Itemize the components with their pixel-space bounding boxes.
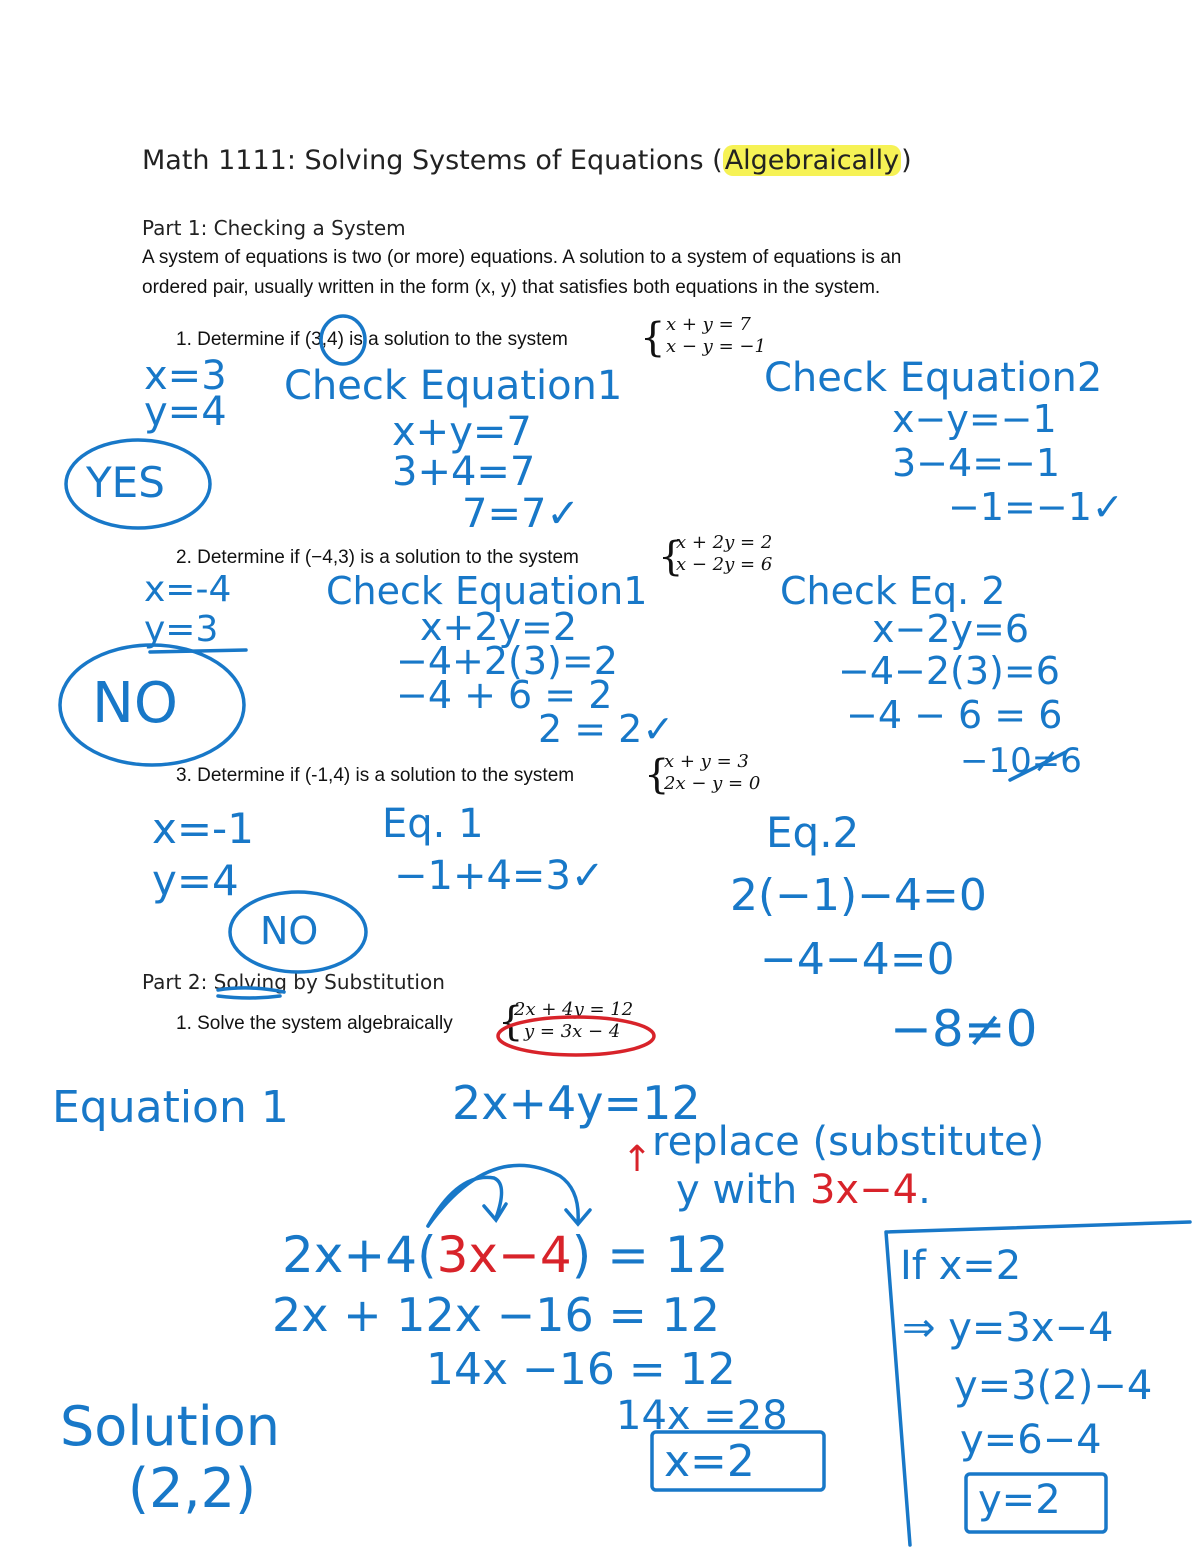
- p2-check1-line3: −4 + 6 = 2: [396, 673, 613, 717]
- p4-if-box: [886, 1222, 1190, 1545]
- p4-eq-label: Equation 1: [52, 1082, 289, 1133]
- p2-check2-line3: −4 − 6 = 6: [846, 693, 1063, 737]
- problem2-eq1: x + 2y = 2: [676, 532, 773, 553]
- p4-solution-value: (2,2): [128, 1457, 257, 1520]
- p2-verdict: NO: [92, 671, 178, 736]
- p1-circle-if: [321, 316, 365, 364]
- p1-check2-line2: 3−4=−1: [892, 441, 1061, 485]
- p2-check2-line4: −10≠6: [960, 741, 1082, 781]
- p4-note-red: 3x−4: [809, 1167, 919, 1213]
- problem3-eq1: x + y = 3: [664, 751, 749, 772]
- title-suffix: ): [901, 145, 912, 176]
- problem2-prompt: 2. Determine if (−4,3) is a solution to the system: [176, 547, 579, 568]
- p3-check2-heading: Eq.2: [766, 808, 860, 857]
- p4-box-line3: y=3(2)−4: [954, 1363, 1153, 1409]
- p2-check1-line1: x+2y=2: [420, 605, 578, 649]
- p4-answer-x-box: [652, 1432, 824, 1490]
- p3-check2-line1: 2(−1)−4=0: [730, 870, 987, 921]
- problem1-prompt: 1. Determine if (3,4) is a solution to the system: [176, 329, 568, 350]
- part1-heading: Part 1: Checking a System: [142, 216, 406, 240]
- part2-problem-prompt: 1. Solve the system algebraically: [176, 1013, 453, 1034]
- problem3-prompt: 3. Determine if (-1,4) is a solution to the system: [176, 765, 575, 786]
- problem1-eq1: x + y = 7: [666, 314, 751, 335]
- p2-check1-line2: −4+2(3)=2: [396, 639, 618, 683]
- p4-answer-y: y=2: [978, 1477, 1061, 1523]
- p1-check2-line1: x−y=−1: [892, 397, 1057, 441]
- p2-given-y: y=3: [144, 609, 219, 650]
- problem2-brace: {: [658, 534, 684, 580]
- part2-eq2: y = 3x − 4: [524, 1021, 621, 1042]
- p4-step1-a: 2x+4(: [282, 1226, 437, 1284]
- p4-arrow-up-icon: ↑: [622, 1139, 653, 1180]
- p3-check2-line2: −4−4=0: [760, 934, 955, 985]
- p2-underline: [150, 650, 246, 652]
- p2-check1-line4: 2 = 2✓: [538, 707, 675, 751]
- part1-paragraph-line1: A system of equations is two (or more) equations. A solution to a system of equations is an: [142, 247, 902, 268]
- p3-verdict-circle: [230, 892, 366, 972]
- p1-check1-line1: x+y=7: [392, 409, 532, 455]
- part1-paragraph-line2: ordered pair, usually written in the form (x, y) that satisfies both equations in the system.: [142, 277, 881, 298]
- p2-verdict-circle: [60, 645, 244, 765]
- p4-step1-red: 3x−4: [436, 1226, 572, 1284]
- p1-check2-heading: Check Equation2: [764, 355, 1103, 401]
- p2-given-x: x=-4: [144, 569, 232, 610]
- problem3-brace: {: [644, 752, 670, 798]
- p4-note-line1: replace (substitute): [652, 1119, 1045, 1165]
- part2-eq1: 2x + 4y = 12: [514, 999, 634, 1020]
- title-prefix: Math 1111: Solving Systems of Equations (: [142, 145, 723, 176]
- p4-eq-value: 2x+4y=12: [452, 1076, 701, 1130]
- p3-given-x: x=-1: [152, 804, 254, 853]
- p4-step3: 14x −16 = 12: [426, 1344, 736, 1395]
- p1-verdict-circle: [66, 440, 210, 528]
- p4-answer-x: x=2: [664, 1436, 755, 1487]
- part2-heading: Part 2: Solving by Substitution: [142, 970, 445, 994]
- problem1-brace: {: [640, 315, 666, 361]
- p1-verdict: YES: [86, 458, 165, 507]
- title-highlight: Algebraically: [724, 145, 900, 176]
- p4-step4: 14x =28: [616, 1393, 788, 1439]
- p4-box-line1: If x=2: [900, 1243, 1022, 1289]
- p4-answer-y-box: [966, 1474, 1106, 1532]
- p4-box-line4: y=6−4: [960, 1417, 1102, 1463]
- p1-given-y: y=4: [144, 389, 227, 435]
- p1-check1-line2: 3+4=7: [392, 449, 536, 495]
- p4-step2: 2x + 12x −16 = 12: [272, 1288, 721, 1342]
- p3-check1-heading: Eq. 1: [382, 801, 484, 847]
- p2-check2-line1: x−2y=6: [872, 607, 1030, 651]
- p4-solution-label: Solution: [60, 1395, 280, 1458]
- p2-not-equal-slash: [1010, 752, 1066, 780]
- p4-circle-eq2: [498, 1017, 654, 1055]
- p4-box-line2: ⇒ y=3x−4: [902, 1305, 1114, 1351]
- p3-given-y: y=4: [152, 856, 239, 905]
- p4-step1-b: ) = 12: [571, 1226, 729, 1284]
- p4-note-pre: y with: [676, 1167, 810, 1213]
- p4-scribble-solving: [218, 988, 284, 998]
- p1-check2-line3: −1=−1✓: [948, 485, 1124, 529]
- p4-arrow1-head: [484, 1204, 506, 1220]
- problem2-eq2: x − 2y = 6: [676, 554, 773, 575]
- p2-check2-heading: Check Eq. 2: [780, 569, 1006, 613]
- problem3-eq2: 2x − y = 0: [664, 773, 761, 794]
- p2-check1-heading: Check Equation1: [326, 569, 648, 613]
- p3-check1-line1: −1+4=3✓: [394, 853, 605, 899]
- part2-brace: {: [498, 999, 524, 1045]
- p1-given-x: x=3: [144, 353, 227, 399]
- p2-check2-line2: −4−2(3)=6: [838, 649, 1060, 693]
- problem1-eq2: x − y = −1: [666, 336, 766, 357]
- p4-note-post: .: [918, 1167, 931, 1213]
- p3-check2-line3: −8≠0: [890, 1000, 1038, 1058]
- p3-verdict: NO: [260, 909, 319, 953]
- p1-check1-line3: 7=7✓: [462, 491, 580, 537]
- p1-check1-heading: Check Equation1: [284, 363, 623, 409]
